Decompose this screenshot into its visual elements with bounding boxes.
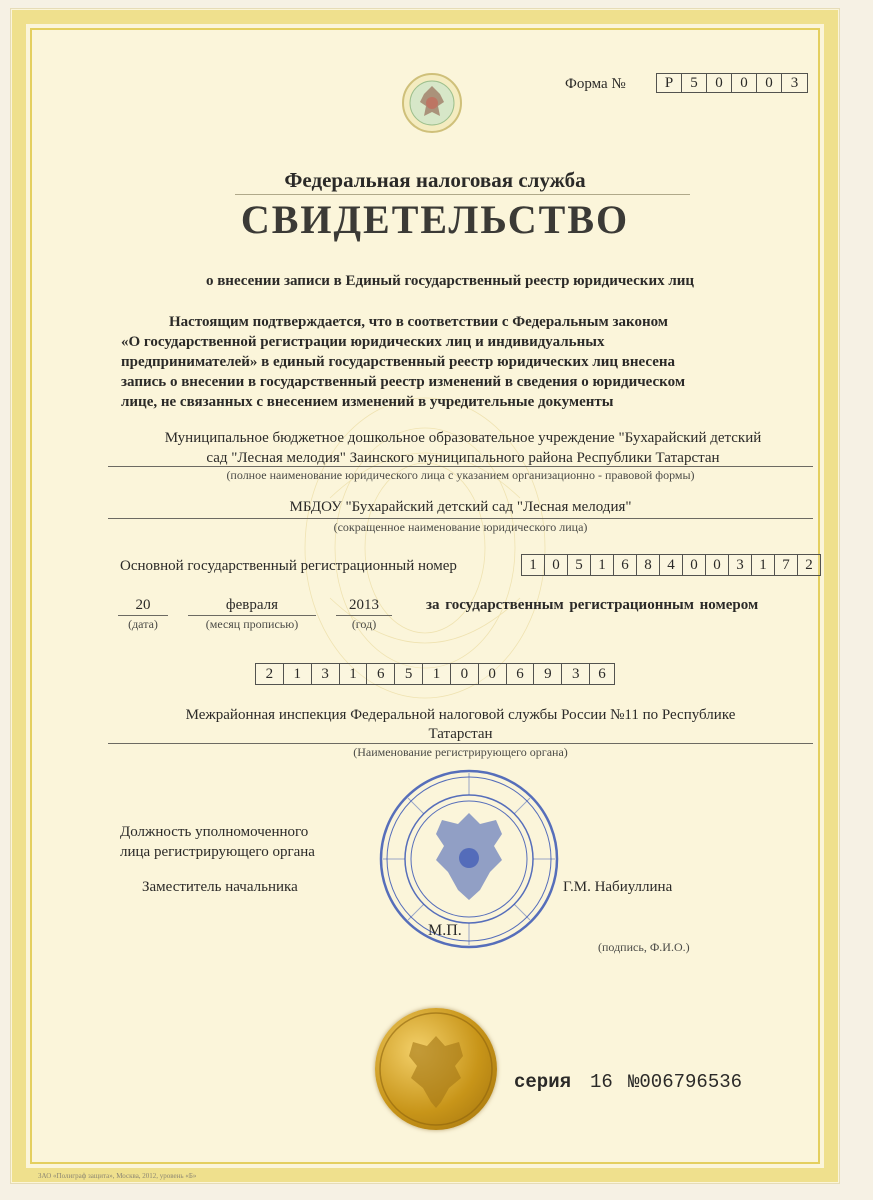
grn-digit: 6 [367, 664, 395, 684]
grn-digit: 9 [534, 664, 562, 684]
short-name-underline [108, 518, 813, 519]
grn-digit: 3 [312, 664, 340, 684]
header-divider [235, 194, 690, 195]
grn-digit: 5 [395, 664, 423, 684]
entity-full-name-line: сад "Лесная мелодия" Заинского муниципального района Республики Татарстан [206, 450, 720, 466]
date-day: 20 [135, 597, 151, 613]
form-code-cell: 5 [682, 74, 707, 92]
signatory-position: Заместитель начальника [142, 879, 298, 895]
form-label: Форма № [565, 76, 626, 92]
ogrn-digit: 7 [775, 555, 798, 575]
form-code-cell: 0 [707, 74, 732, 92]
grn-digit: 6 [507, 664, 535, 684]
ogrn-digit: 1 [752, 555, 775, 575]
ogrn-digit: 3 [729, 555, 752, 575]
authority-line: Межрайонная инспекция Федеральной налоговой службы России №11 по Республике [185, 707, 736, 723]
printer-imprint: ЗАО «Полиграф защита», Москва, 2012, уровень «Б» [38, 1172, 197, 1180]
day-hint: (дата) [128, 617, 158, 631]
ogrn-digit: 6 [614, 555, 637, 575]
seal-emblem-icon [375, 1008, 497, 1130]
registering-authority [108, 706, 813, 744]
grn-digit: 1 [284, 664, 312, 684]
paragraph-line: запись о внесении в государственный реестр изменений в сведения о юридическом [121, 374, 686, 390]
authority-line: Татарстан [428, 726, 493, 742]
entity-short-name: МБДОУ "Бухарайский детский сад "Лесная мелодия" [289, 499, 632, 515]
certificate-number: №006796536 [628, 1071, 743, 1093]
ogrn-digit: 4 [660, 555, 683, 575]
grn-number [255, 663, 615, 685]
seal-place-mark: М.П. [428, 922, 462, 939]
form-code-cell: 0 [732, 74, 757, 92]
authority-underline [108, 743, 813, 744]
ogrn-digit: 2 [805, 556, 813, 573]
date-month: февраля [225, 597, 279, 613]
certification-paragraph [121, 312, 801, 412]
date-year: 2013 [349, 597, 379, 613]
ogrn-digit: 1 [522, 555, 545, 575]
full-name-hint: (полное наименование юридического лица с указанием организационно - правовой формы) [226, 468, 695, 482]
grn-digit: 6 [598, 665, 606, 682]
ogrn-digit: 1 [591, 555, 614, 575]
paragraph-line: Настоящим подтверждается, что в соответствии с Федеральным законом [169, 314, 669, 330]
series-label: серия [514, 1071, 572, 1093]
form-code-cell: 0 [757, 74, 782, 92]
position-label-line: лица регистрирующего органа [120, 844, 315, 860]
year-hint: (год) [351, 617, 377, 631]
authority-hint: (Наименование регистрирующего органа) [353, 745, 568, 759]
document-subtitle: о внесении записи в Единый государственный реестр юридических лиц [205, 273, 695, 289]
ogrn-digit: 5 [568, 555, 591, 575]
grn-digit: 1 [340, 664, 368, 684]
ogrn-digit: 0 [683, 555, 706, 575]
document-title: СВИДЕТЕЛЬСТВО [240, 197, 630, 242]
paragraph-line: лице, не связанных с внесением изменений в учредительные документы [121, 394, 614, 410]
series-number: 16 [590, 1071, 613, 1093]
agency-name: Федеральная налоговая служба [284, 168, 586, 192]
ogrn-digit: 8 [637, 555, 660, 575]
reg-number-label: за государственным регистрационным номером [426, 597, 759, 613]
hologram-emblem-icon [398, 72, 466, 134]
entity-full-name [108, 428, 818, 468]
official-stamp-icon [378, 768, 560, 950]
position-label-line: Должность уполномоченного [120, 824, 309, 840]
day-underline [118, 615, 168, 616]
form-code-cell: 3 [790, 74, 799, 91]
grn-digit: 0 [451, 664, 479, 684]
month-hint: (месяц прописью) [205, 617, 299, 631]
grn-digit: 2 [256, 664, 284, 684]
grn-digit: 3 [562, 664, 590, 684]
signatory-name: Г.М. Набиуллина [563, 879, 673, 895]
grn-digit: 0 [479, 664, 507, 684]
position-label [120, 822, 315, 862]
paragraph-line: предпринимателей» в единый государственный реестр юридических лиц внесена [121, 354, 675, 370]
form-code [656, 73, 808, 93]
paragraph-line: «О государственной регистрации юридических лиц и индивидуальных [121, 334, 605, 350]
year-underline [336, 615, 392, 616]
short-name-hint: (сокращенное наименование юридического лица) [333, 520, 588, 534]
ogrn-digit: 0 [545, 555, 568, 575]
month-underline [188, 615, 316, 616]
ogrn-label: Основной государственный регистрационный номер [120, 558, 457, 574]
form-code-cell: Р [657, 74, 682, 92]
full-name-underline [108, 466, 813, 467]
ogrn-number [521, 554, 821, 576]
grn-digit: 1 [423, 664, 451, 684]
entity-full-name-line: Муниципальное бюджетное дошкольное образовательное учреждение "Бухарайский детский [164, 430, 762, 446]
signature-hint: (подпись, Ф.И.О.) [598, 940, 690, 954]
ogrn-digit: 0 [706, 555, 729, 575]
